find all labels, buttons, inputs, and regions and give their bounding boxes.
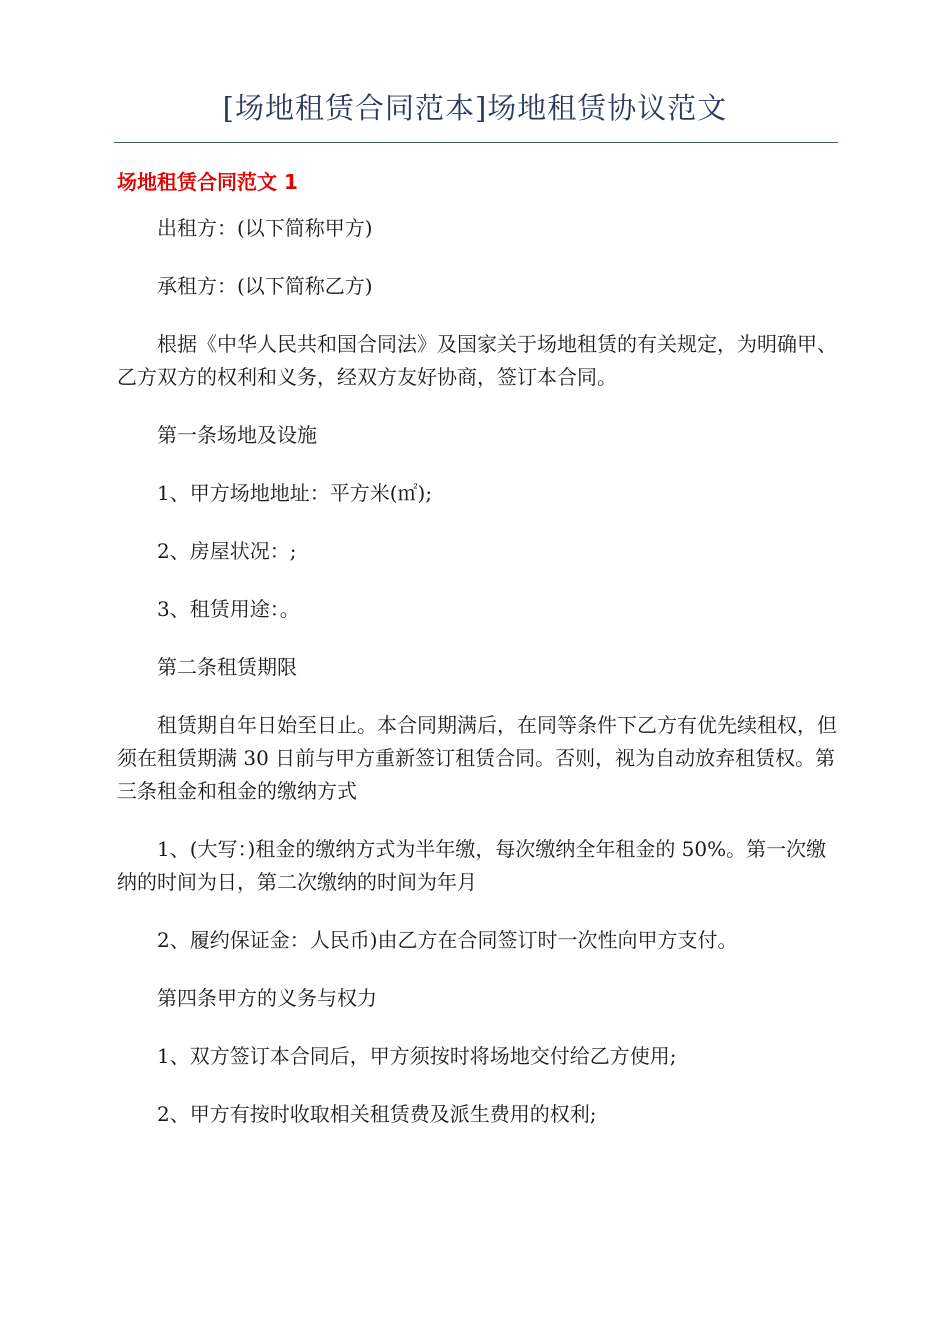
article-2-body: 租赁期自年日始至日止。本合同期满后，在同等条件下乙方有优先续租权，但须在租赁期满 30 日前与甲方重新签订租赁合同。否则，视为自动放弃租赁权。第三条租金和租金的缴纳方式: [117, 713, 837, 803]
section-heading: 场地租赁合同范文 1: [117, 170, 298, 194]
paragraph-lessee: 承租方：(以下简称乙方): [157, 274, 373, 298]
title-divider: [114, 142, 838, 143]
paragraph-lessor: 出租方：(以下简称甲方): [157, 216, 373, 240]
article-4-item-1: 1、双方签订本合同后，甲方须按时将场地交付给乙方使用;: [157, 1044, 677, 1068]
article-1-item-1: 1、甲方场地地址：平方米(㎡);: [157, 481, 433, 505]
article-4-item-2: 2、甲方有按时收取相关租赁费及派生费用的权利;: [157, 1102, 597, 1126]
article-4-heading: 第四条甲方的义务与权力: [157, 986, 377, 1010]
article-3-item-2: 2、履约保证金：人民币)由乙方在合同签订时一次性向甲方支付。: [157, 928, 738, 952]
article-1-item-2: 2、房屋状况：;: [157, 539, 297, 563]
article-1-heading: 第一条场地及设施: [157, 423, 317, 447]
article-3-item-1: 1、(大写：)租金的缴纳方式为半年缴，每次缴纳全年租金的 50%。第一次缴纳的时间为日，第二次缴纳的时间为年月: [117, 837, 827, 894]
paragraph-preamble: 根据《中华人民共和国合同法》及国家关于场地租赁的有关规定，为明确甲、乙方双方的权利和义务，经双方友好协商，签订本合同。: [117, 332, 837, 389]
document-title: [场地租赁合同范本]场地租赁协议范文: [222, 91, 728, 125]
article-1-item-3: 3、租赁用途：。: [157, 597, 300, 621]
document-body: [117, 212, 837, 1156]
article-2-heading: 第二条租赁期限: [157, 655, 297, 679]
